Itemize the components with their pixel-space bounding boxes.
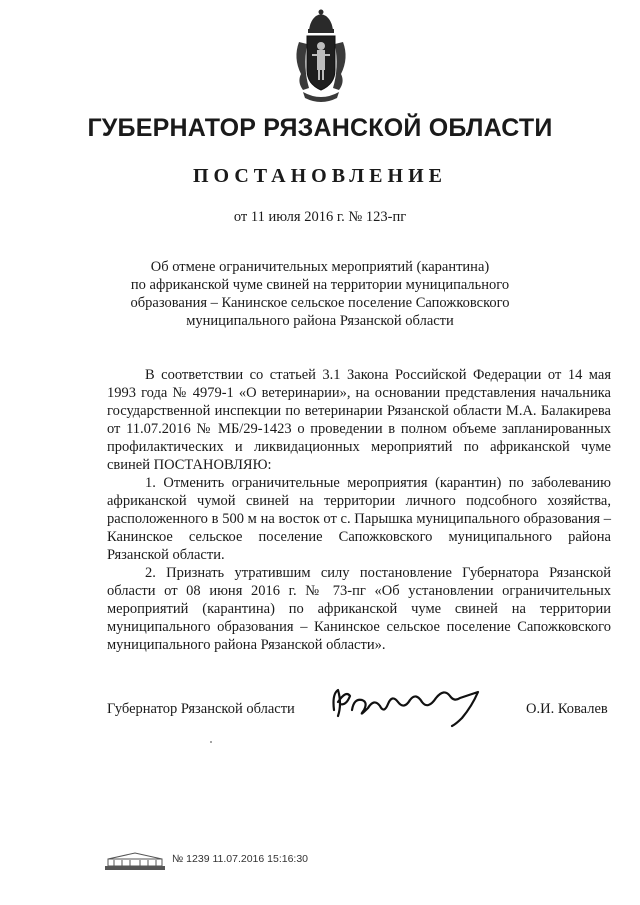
handwritten-signature <box>328 680 488 730</box>
registration-footer: № 1239 11.07.2016 15:16:30 <box>172 853 309 865</box>
subject-line: муниципального района Рязанской области <box>186 313 454 329</box>
subject-line: Об отмене ограничительных мероприятий (карантина) <box>150 259 490 275</box>
document-body <box>107 366 611 654</box>
signatory-name: О.И. Ковалев <box>526 701 608 717</box>
scan-speck <box>210 741 212 743</box>
document-type: ПОСТАНОВЛЕНИЕ <box>193 165 447 187</box>
document-number-date: от 11 июля 2016 г. № 123-пг <box>233 209 407 225</box>
document-subject <box>120 258 520 330</box>
subject-line: образования – Канинское сельское поселение Сапожковского <box>130 295 510 311</box>
document-authority-title: ГУБЕРНАТОР РЯЗАНСКОЙ ОБЛАСТИ <box>87 114 553 142</box>
coat-of-arms-emblem <box>289 8 353 104</box>
subject-line: по африканской чуме свиней на территории муниципального <box>130 277 510 293</box>
building-stamp-icon <box>104 852 166 872</box>
body-paragraph-item-2: 2. Признать утратившим силу постановление Губернатора Рязанской области от 08 июня 2016 г. № 73-пг «Об установлении ограничительных мероприятий (карантина) по африканской чуме свиней на территории муниципального образования – Канинское сельское поселение Сапожковского муниципального района Рязанской области». <box>107 565 611 653</box>
body-paragraph-preamble: В соответствии со статьей 3.1 Закона Российской Федерации от 14 мая 1993 года № 4979-1 «О ветеринарии», на основании представления начальника государственной инспекции по ветеринарии Рязанской области М.А. Балакирева от 11.07.2016 № МБ/29-1423 о проведении в полном объеме запланированных профилактических и ликвидационных мероприятий по африканской чуме свиней ПОСТАНОВЛЯЮ: <box>107 367 611 473</box>
body-paragraph-item-1: 1. Отменить ограничительные мероприятия (карантин) по заболеванию африканской чумой свиней на территории личного подсобного хозяйства, расположенного в 500 м на восток от с. Парышка муниципального образования – Канинское сельское поселение Сапожковского муниципального района Рязанской области. <box>107 475 611 563</box>
signatory-position: Губернатор Рязанской области <box>107 701 295 717</box>
